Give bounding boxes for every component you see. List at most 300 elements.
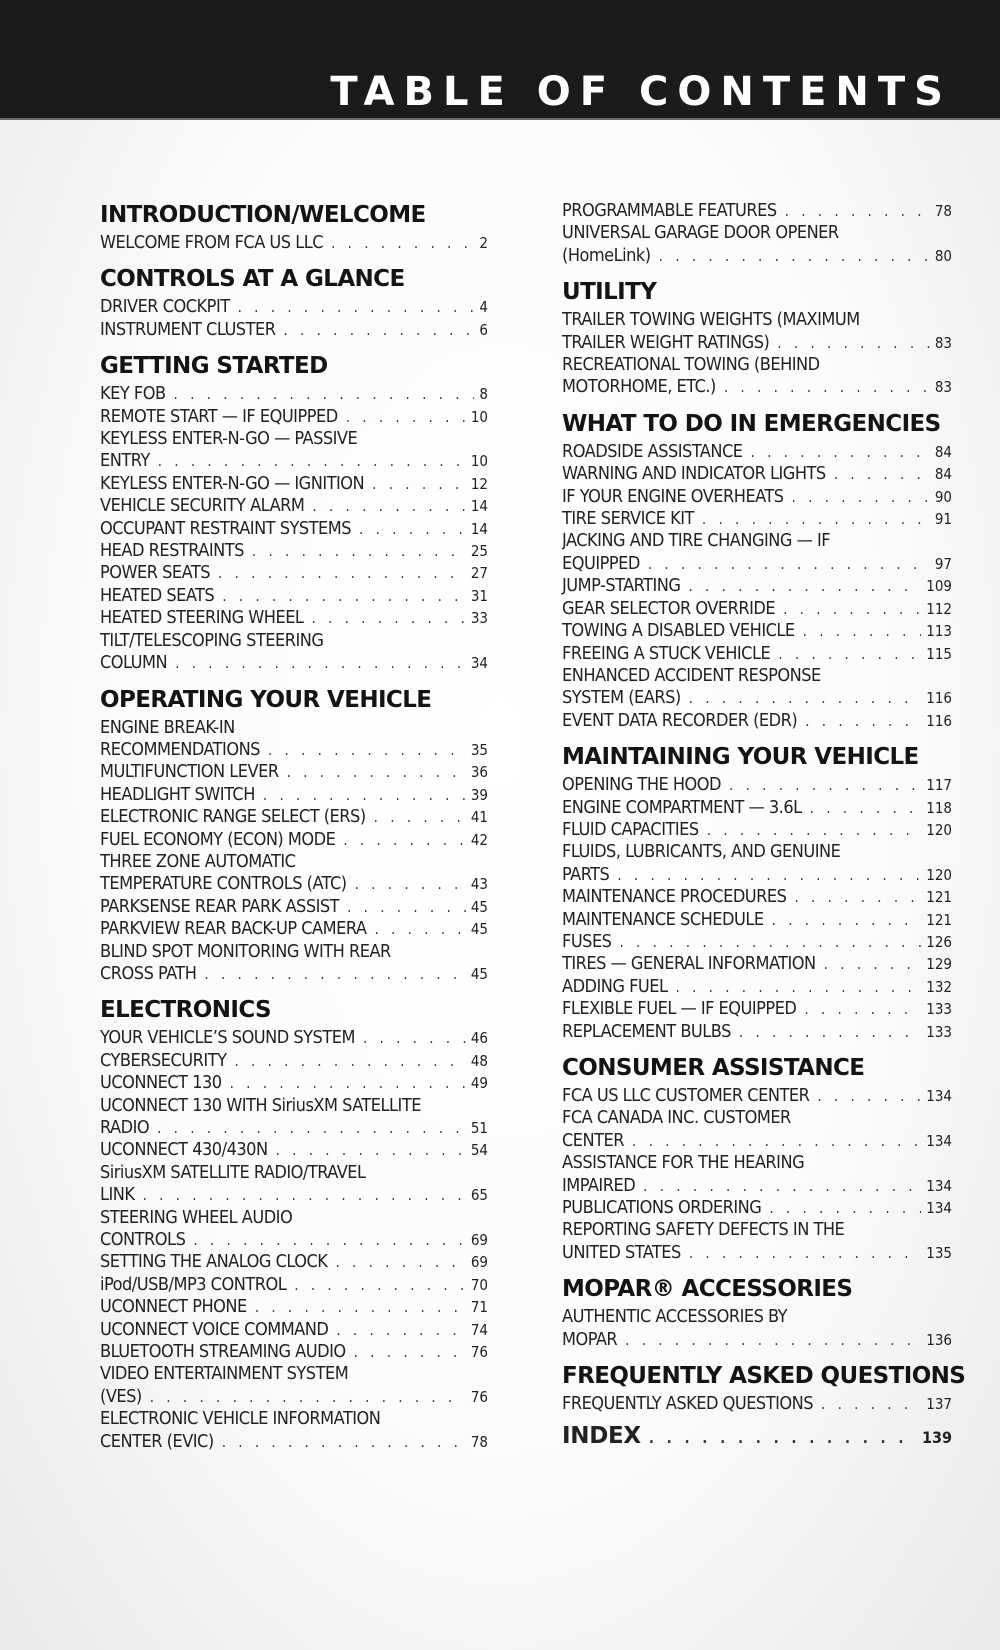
dot-leader <box>222 585 466 607</box>
entry-page-number: 78 <box>934 202 952 220</box>
dot-leader <box>230 1072 466 1094</box>
entry-page-number: 42 <box>470 830 488 849</box>
section-heading: FREQUENTLY ASKED QUESTIONS <box>562 1363 966 1390</box>
toc-entry[interactable] <box>100 1408 488 1453</box>
entry-title-line: PARKVIEW REAR BACK-UP CAMERA <box>100 918 367 940</box>
entry-title-line: WARNING AND INDICATOR LIGHTS <box>562 463 826 485</box>
toc-entry[interactable] <box>562 710 952 732</box>
section-heading: MAINTAINING YOUR VEHICLE <box>562 744 919 771</box>
entry-page-number: 35 <box>470 740 488 759</box>
toc-section <box>100 351 488 674</box>
entry-title-line: FUSES <box>562 930 612 952</box>
entry-page-number: 90 <box>934 487 952 506</box>
dot-leader <box>724 376 930 398</box>
dot-leader <box>331 232 474 254</box>
dot-leader <box>707 819 922 841</box>
toc-entry[interactable] <box>100 473 488 495</box>
toc-entry[interactable] <box>100 1341 488 1363</box>
toc-entry[interactable] <box>562 598 952 620</box>
dot-leader <box>619 931 921 953</box>
page-title: TABLE OF CONTENTS <box>330 69 952 115</box>
entry-page-number: 134 <box>926 1131 952 1150</box>
dot-leader <box>676 976 922 998</box>
entry-page-number: 137 <box>926 1395 952 1414</box>
toc-section <box>562 409 952 732</box>
dot-leader <box>834 463 930 485</box>
entry-page-number: 34 <box>470 654 488 673</box>
dot-leader <box>374 806 466 828</box>
toc-entry[interactable] <box>100 1095 488 1140</box>
entry-title-line: MAINTENANCE PROCEDURES <box>562 886 787 908</box>
toc-entry[interactable] <box>562 441 952 463</box>
entry-title-line: FCA US LLC CUSTOMER CENTER <box>562 1085 810 1106</box>
dot-leader <box>689 687 922 709</box>
toc-entry[interactable] <box>562 998 952 1020</box>
dot-leader <box>158 450 466 472</box>
toc-entry[interactable] <box>100 540 488 562</box>
dot-leader <box>792 486 930 508</box>
entry-page-number: 14 <box>470 519 488 538</box>
dot-leader <box>632 1130 921 1152</box>
entry-title-line: UCONNECT PHONE <box>100 1296 247 1318</box>
dot-leader <box>347 896 466 918</box>
dot-leader <box>238 296 475 318</box>
entry-title-line: iPod/USB/MP3 CONTROL <box>100 1273 287 1295</box>
entry-title-line: REPLACEMENT BULBS <box>562 1020 731 1042</box>
toc-entry[interactable] <box>562 508 952 530</box>
entry-title-line: OPENING THE HOOD <box>562 774 722 796</box>
entry-page-number: 69 <box>470 1253 488 1272</box>
toc-entry[interactable] <box>100 406 488 428</box>
entry-title-line: TRAILER TOWING WEIGHTS (MAXIMUM <box>562 309 860 331</box>
dot-leader <box>739 1021 921 1043</box>
toc-section <box>562 200 952 267</box>
entry-title-line: AUTHENTIC ACCESSORIES BY <box>562 1306 788 1328</box>
entry-page-number: 97 <box>934 554 952 573</box>
dot-leader <box>769 1197 921 1219</box>
toc-entry[interactable] <box>100 851 488 896</box>
toc-entry[interactable] <box>100 941 488 986</box>
entry-page-number: 115 <box>926 644 952 663</box>
entry-title-line: OCCUPANT RESTRAINT SYSTEMS <box>100 517 352 539</box>
entry-title-line: TEMPERATURE CONTROLS (ATC) <box>100 873 347 895</box>
toc-section <box>100 200 488 254</box>
entry-title-line: TRAILER WEIGHT RATINGS) <box>562 331 770 353</box>
toc-entry[interactable] <box>100 1319 488 1341</box>
dot-leader <box>252 540 466 562</box>
toc-entry[interactable] <box>562 841 952 886</box>
entry-title-line: PROGRAMMABLE FEATURES <box>562 200 777 221</box>
section-heading: OPERATING YOUR VEHICLE <box>100 686 432 713</box>
toc-section <box>100 995 488 1453</box>
header-banner <box>0 0 1000 120</box>
entry-page-number: 69 <box>470 1231 488 1250</box>
section-heading: ELECTRONICS <box>100 997 271 1024</box>
entry-page-number: 133 <box>926 1000 952 1019</box>
dot-leader <box>689 1242 921 1264</box>
entry-title-line: INSTRUMENT CLUSTER <box>100 318 276 340</box>
entry-title-line: HEATED STEERING WHEEL <box>100 607 304 629</box>
entry-title-line: FCA CANADA INC. CUSTOMER <box>562 1107 791 1129</box>
entry-page-number: 120 <box>926 865 952 884</box>
toc-entry[interactable] <box>562 200 952 222</box>
toc-section <box>562 1053 952 1264</box>
entry-page-number: 118 <box>926 798 952 817</box>
entry-title-line: SETTING THE ANALOG CLOCK <box>100 1251 328 1273</box>
entry-title-line: FREEING A STUCK VEHICLE <box>562 642 771 664</box>
toc-entry[interactable] <box>562 1306 952 1351</box>
entry-title-line: MOPAR <box>562 1328 618 1350</box>
dot-leader <box>218 562 466 584</box>
entry-title-line: REPORTING SAFETY DEFECTS IN THE <box>562 1219 845 1241</box>
entry-page-number: 6 <box>479 320 488 339</box>
entry-page-number: 10 <box>470 407 488 426</box>
dot-leader <box>355 873 466 895</box>
section-heading: GETTING STARTED <box>100 353 328 380</box>
section-heading: CONSUMER ASSISTANCE <box>562 1055 865 1081</box>
dot-leader <box>625 1329 921 1351</box>
dot-leader <box>174 383 475 405</box>
dot-leader <box>817 1085 921 1107</box>
entry-title-line: KEY FOB <box>100 383 166 405</box>
entry-title-line: THREE ZONE AUTOMATIC <box>100 850 296 872</box>
toc-entry[interactable] <box>100 1139 488 1161</box>
toc-entry[interactable] <box>562 976 952 998</box>
entry-title-line: IF YOUR ENGINE OVERHEATS <box>562 485 784 507</box>
entry-title-line: UNITED STATES <box>562 1241 681 1263</box>
entry-page-number: 136 <box>926 1330 952 1349</box>
dot-leader <box>335 1251 465 1273</box>
entry-title-line: CENTER (EVIC) <box>100 1430 214 1452</box>
entry-title-line: PARKSENSE REAR PARK ASSIST <box>100 895 340 917</box>
entry-title-line: CYBERSECURITY <box>100 1049 227 1071</box>
toc-entry[interactable] <box>562 620 952 642</box>
entry-title-line: STEERING WHEEL AUDIO <box>100 1206 293 1228</box>
dot-leader <box>363 1027 466 1049</box>
entry-title-line: KEYLESS ENTER-N-GO — IGNITION <box>100 472 365 494</box>
toc-section <box>562 277 952 399</box>
dot-leader <box>311 607 465 629</box>
section-heading: WHAT TO DO IN EMERGENCIES <box>562 410 941 437</box>
toc-entry[interactable] <box>100 784 488 806</box>
dot-leader <box>804 998 921 1020</box>
dot-leader <box>294 1274 466 1296</box>
entry-title-line: RADIO <box>100 1117 150 1138</box>
entry-title-line: UCONNECT VOICE COMMAND <box>100 1318 329 1340</box>
dot-leader <box>222 1431 466 1453</box>
dot-leader <box>255 1296 466 1318</box>
toc-section <box>562 1274 952 1351</box>
toc-entry[interactable] <box>562 953 952 975</box>
entry-title-line: FLUIDS, LUBRICANTS, AND GENUINE <box>562 841 841 863</box>
entry-title-line: VIDEO ENTERTAINMENT SYSTEM <box>100 1363 349 1385</box>
toc-entry[interactable] <box>562 309 952 354</box>
entry-title-line: HEAD RESTRAINTS <box>100 540 244 562</box>
toc-entry[interactable] <box>100 918 488 940</box>
dot-leader <box>193 1229 465 1251</box>
entry-page-number: 76 <box>470 1343 488 1362</box>
entry-title-line: GEAR SELECTOR OVERRIDE <box>562 597 776 619</box>
entry-page-number: 135 <box>926 1243 952 1262</box>
toc-index-entry[interactable] <box>562 1425 952 1449</box>
dot-leader <box>150 1386 466 1408</box>
entry-page-number: 84 <box>934 442 952 461</box>
entry-page-number: 70 <box>470 1275 488 1294</box>
toc-entry[interactable] <box>562 1197 952 1219</box>
toc-entry[interactable] <box>562 486 952 508</box>
toc-entry[interactable] <box>100 296 488 318</box>
entry-page-number: 45 <box>470 920 488 939</box>
entry-title-line: YOUR VEHICLE’S SOUND SYSTEM <box>100 1027 355 1049</box>
dot-leader <box>785 200 930 222</box>
entry-title-line: COLUMN <box>100 652 168 674</box>
entry-title-line: UCONNECT 130 WITH SiriusXM SATELLITE <box>100 1094 421 1116</box>
entry-title-line: BLIND SPOT MONITORING WITH REAR <box>100 940 391 962</box>
entry-page-number: 36 <box>470 763 488 782</box>
toc-entry[interactable] <box>562 1085 952 1107</box>
entry-page-number: 4 <box>479 298 488 317</box>
toc-entry[interactable] <box>100 518 488 540</box>
toc-entry[interactable] <box>100 896 488 918</box>
entry-title-line: IMPAIRED <box>562 1174 636 1196</box>
entry-title-line: SiriusXM SATELLITE RADIO/TRAVEL <box>100 1161 366 1183</box>
dot-leader <box>783 598 921 620</box>
toc-entry[interactable] <box>562 931 952 953</box>
toc-entry[interactable] <box>562 797 952 819</box>
entry-title-line: LINK <box>100 1184 135 1206</box>
index-label: INDEX <box>562 1423 641 1450</box>
toc-entry[interactable] <box>100 1050 488 1072</box>
entry-title-line: VEHICLE SECURITY ALARM <box>100 495 305 517</box>
entry-title-line: TIRES — GENERAL INFORMATION <box>562 953 816 975</box>
entry-title-line: PARTS <box>562 863 610 885</box>
entry-page-number: 71 <box>470 1298 488 1317</box>
entry-page-number: 129 <box>926 955 952 974</box>
entry-title-line: ENHANCED ACCIDENT RESPONSE <box>562 664 821 686</box>
entry-page-number: 134 <box>926 1199 952 1218</box>
dot-leader <box>343 829 466 851</box>
index-page-number: 139 <box>921 1428 952 1448</box>
section-heading: CONTROLS AT A GLANCE <box>100 266 405 293</box>
entry-title-line: CROSS PATH <box>100 962 197 984</box>
dot-leader <box>287 761 466 783</box>
dot-leader <box>649 1427 917 1449</box>
toc-entry[interactable] <box>562 643 952 665</box>
entry-page-number: 116 <box>926 689 952 708</box>
entry-page-number: 49 <box>470 1074 488 1093</box>
toc-right-column <box>562 200 966 1450</box>
toc-entry[interactable] <box>562 222 952 267</box>
dot-leader <box>643 1175 921 1197</box>
entry-page-number: 48 <box>470 1051 488 1070</box>
entry-page-number: 121 <box>926 888 952 907</box>
entry-title-line: DRIVER COCKPIT <box>100 296 230 318</box>
entry-page-number: 134 <box>926 1087 952 1105</box>
toc-right-sections <box>562 200 966 1415</box>
toc-entry[interactable] <box>100 829 488 851</box>
toc-entry[interactable] <box>100 717 488 762</box>
entry-page-number: 12 <box>470 474 488 493</box>
toc-section <box>562 742 952 1043</box>
entry-title-line: FLUID CAPACITIES <box>562 818 699 840</box>
toc-entry[interactable] <box>562 1393 952 1415</box>
entry-title-line: ENTRY <box>100 450 150 472</box>
toc-entry[interactable] <box>100 495 488 517</box>
dot-leader <box>821 1393 921 1415</box>
entry-title-line: KEYLESS ENTER-N-GO — PASSIVE <box>100 428 358 450</box>
toc-entry[interactable] <box>562 909 952 931</box>
entry-title-line: POWER SEATS <box>100 562 211 584</box>
section-heading: INTRODUCTION/WELCOME <box>100 202 426 228</box>
entry-page-number: 2 <box>479 234 488 252</box>
entry-title-line: JACKING AND TIRE CHANGING — IF <box>562 530 831 552</box>
toc-entry[interactable] <box>100 761 488 783</box>
entry-title-line: EVENT DATA RECORDER (EDR) <box>562 709 798 731</box>
entry-page-number: 8 <box>479 385 488 404</box>
entry-page-number: 74 <box>470 1320 488 1339</box>
toc-entry[interactable] <box>100 1274 488 1296</box>
entry-page-number: 120 <box>926 820 952 839</box>
toc-entry[interactable] <box>100 585 488 607</box>
entry-title-line: REMOTE START — IF EQUIPPED <box>100 405 338 427</box>
entry-title-line: TIRE SERVICE KIT <box>562 508 694 530</box>
entry-page-number: 113 <box>926 622 952 641</box>
entry-title-line: MAINTENANCE SCHEDULE <box>562 908 764 930</box>
dot-leader <box>729 774 921 796</box>
dot-leader <box>688 575 921 597</box>
toc-entry[interactable] <box>562 575 952 597</box>
entry-title-line: ELECTRONIC RANGE SELECT (ERS) <box>100 806 366 828</box>
dot-leader <box>336 1319 466 1341</box>
entry-title-line: TILT/TELESCOPING STEERING <box>100 629 324 651</box>
entry-title-line: MULTIFUNCTION LEVER <box>100 761 279 783</box>
entry-page-number: 109 <box>926 577 952 596</box>
dot-leader <box>157 1117 466 1139</box>
dot-leader <box>803 620 922 642</box>
toc-entry[interactable] <box>562 463 952 485</box>
toc-entry[interactable] <box>100 428 488 473</box>
dot-leader <box>143 1184 466 1206</box>
toc-entry[interactable] <box>562 886 952 908</box>
entry-title-line: EQUIPPED <box>562 552 640 574</box>
section-heading: UTILITY <box>562 279 657 306</box>
entry-title-line: HEADLIGHT SWITCH <box>100 783 255 805</box>
entry-title-line: UCONNECT 130 <box>100 1072 222 1094</box>
dot-leader <box>659 245 930 267</box>
entry-title-line: BLUETOOTH STREAMING AUDIO <box>100 1341 346 1363</box>
toc-entry[interactable] <box>100 1162 488 1207</box>
entry-page-number: 46 <box>470 1029 488 1048</box>
entry-title-line: ASSISTANCE FOR THE HEARING <box>562 1152 805 1174</box>
entry-page-number: 126 <box>926 932 952 951</box>
toc-entry[interactable] <box>100 1251 488 1273</box>
entry-title-line: (VES) <box>100 1385 142 1407</box>
entry-page-number: 41 <box>470 808 488 827</box>
entry-title-line: RECOMMENDATIONS <box>100 738 260 760</box>
entry-title-line: FREQUENTLY ASKED QUESTIONS <box>562 1393 814 1415</box>
entry-title-line: ENGINE BREAK-IN <box>100 716 235 738</box>
entry-page-number: 91 <box>934 510 952 529</box>
entry-page-number: 132 <box>926 977 952 996</box>
entry-title-line: CONTROLS <box>100 1229 186 1251</box>
toc-entry[interactable] <box>100 806 488 828</box>
toc-entry[interactable] <box>100 1363 488 1408</box>
toc-entry[interactable] <box>562 1152 952 1197</box>
entry-page-number: 14 <box>470 497 488 516</box>
dot-leader <box>810 797 922 819</box>
toc-entry[interactable] <box>562 819 952 841</box>
toc-entry[interactable] <box>562 530 952 575</box>
toc-entry[interactable] <box>100 630 488 675</box>
dot-leader <box>751 441 930 463</box>
section-heading: MOPAR® ACCESSORIES <box>562 1276 853 1303</box>
toc-entry[interactable] <box>562 1021 952 1043</box>
dot-leader <box>805 710 921 732</box>
toc-entry[interactable] <box>562 354 952 399</box>
dot-leader <box>204 963 465 985</box>
entry-page-number: 83 <box>934 378 952 397</box>
dot-leader <box>702 508 930 530</box>
toc-entry[interactable] <box>562 665 952 710</box>
dot-leader <box>354 1341 466 1363</box>
entry-title-line: UCONNECT 430/430N <box>100 1139 268 1161</box>
dot-leader <box>778 643 921 665</box>
entry-page-number: 33 <box>470 609 488 628</box>
toc-section <box>100 685 488 986</box>
entry-page-number: 39 <box>470 785 488 804</box>
entry-page-number: 45 <box>470 897 488 916</box>
entry-title-line: FUEL ECONOMY (ECON) MODE <box>100 828 336 850</box>
entry-title-line: WELCOME FROM FCA US LLC <box>100 232 324 253</box>
entry-title-line: JUMP-STARTING <box>562 575 681 597</box>
toc-entry[interactable] <box>100 607 488 629</box>
dot-leader <box>372 473 466 495</box>
entry-page-number: 80 <box>934 246 952 265</box>
toc-entry[interactable] <box>100 319 488 341</box>
toc-left-column <box>100 200 488 1463</box>
toc-entry[interactable] <box>562 774 952 796</box>
toc-entry[interactable] <box>100 1207 488 1252</box>
toc-entry[interactable] <box>562 1107 952 1152</box>
dot-leader <box>648 553 930 575</box>
entry-title-line: FLEXIBLE FUEL — IF EQUIPPED <box>562 998 797 1020</box>
entry-page-number: 117 <box>926 776 952 795</box>
entry-page-number: 83 <box>934 333 952 352</box>
toc-entry[interactable] <box>100 1027 488 1049</box>
entry-title-line: UNIVERSAL GARAGE DOOR OPENER <box>562 222 839 244</box>
dot-leader <box>276 1139 466 1161</box>
entry-page-number: 121 <box>926 910 952 929</box>
toc-entry[interactable] <box>100 232 488 254</box>
dot-leader <box>617 864 921 886</box>
toc-entry[interactable] <box>100 1072 488 1094</box>
entry-title-line: RECREATIONAL TOWING (BEHIND <box>562 354 820 376</box>
entry-page-number: 45 <box>470 964 488 983</box>
entry-page-number: 31 <box>470 586 488 605</box>
toc-entry[interactable] <box>100 383 488 405</box>
entry-page-number: 134 <box>926 1176 952 1195</box>
toc-entry[interactable] <box>100 1296 488 1318</box>
entry-title-line: SYSTEM (EARS) <box>562 687 681 709</box>
entry-page-number: 78 <box>470 1432 488 1451</box>
toc-entry[interactable] <box>100 562 488 584</box>
entry-page-number: 10 <box>470 452 488 471</box>
entry-page-number: 112 <box>926 599 952 618</box>
entry-page-number: 51 <box>470 1119 488 1137</box>
dot-leader <box>824 953 922 975</box>
dot-leader <box>268 739 466 761</box>
toc-entry[interactable] <box>562 1219 952 1264</box>
